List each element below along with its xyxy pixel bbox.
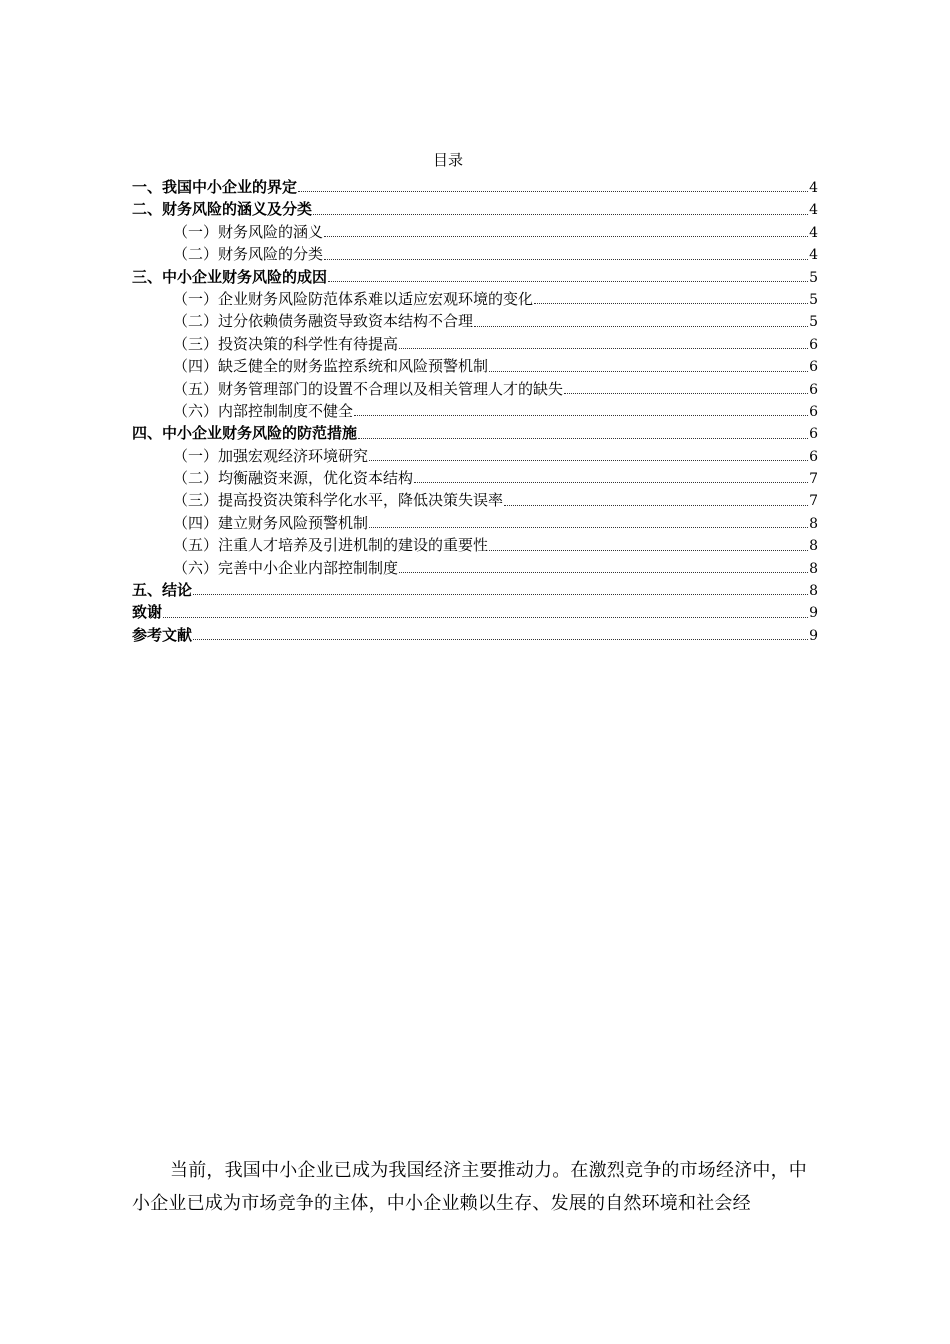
toc-entry[interactable] (132, 355, 818, 377)
toc-entry-page: 6 (809, 381, 818, 398)
toc-entry-page: 8 (809, 583, 818, 600)
toc-leader-dots (504, 505, 808, 506)
body-paragraph: 当前，我国中小企业已成为我国经济主要推动力。在激烈竞争的市场经济中，中小企业已成为市场竞争的主体，中小企业赖以生存、发展的自然环境和社会经 (132, 1160, 807, 1214)
toc-entry[interactable] (132, 557, 818, 579)
toc-entry-text: （二）过分依赖债务融资导致资本结构不合理 (173, 312, 474, 331)
toc-entry[interactable] (132, 198, 818, 220)
toc-entry[interactable] (132, 288, 818, 310)
toc-entry-text: （五）财务管理部门的设置不合理以及相关管理人才的缺失 (173, 379, 564, 398)
toc-entry-text: 一、我国中小企业的界定 (132, 178, 298, 196)
toc-entry-text: （五）注重人才培养及引进机制的建设的重要性 (173, 536, 489, 555)
toc-entry[interactable] (132, 400, 818, 422)
toc-entry-page: 6 (809, 448, 818, 465)
toc-entry-page: 4 (809, 180, 818, 196)
toc-leader-dots (193, 639, 808, 640)
toc-entry-text: 三、中小企业财务风险的成因 (132, 267, 328, 286)
toc-leader-dots (193, 594, 808, 595)
toc-entry-text: （一）财务风险的涵义 (173, 222, 324, 241)
toc-entry-page: 6 (809, 359, 818, 376)
toc-entry-text: 四、中小企业财务风险的防范措施 (132, 424, 358, 443)
table-of-contents (132, 176, 818, 646)
toc-leader-dots (354, 415, 808, 416)
toc-entry-page: 4 (809, 247, 818, 264)
toc-entry-page: 6 (809, 426, 818, 443)
toc-entry-text: （六）完善中小企业内部控制制度 (173, 558, 399, 577)
toc-entry[interactable] (132, 378, 818, 400)
toc-leader-dots (399, 348, 808, 349)
toc-entry[interactable] (132, 601, 818, 623)
toc-entry[interactable] (132, 489, 818, 511)
toc-leader-dots (489, 550, 808, 551)
toc-entry-text: 致谢 (132, 603, 163, 622)
toc-leader-dots (474, 326, 808, 327)
toc-entry-text: （四）缺乏健全的财务监控系统和风险预警机制 (173, 357, 489, 376)
toc-entry-text: （六）内部控制制度不健全 (173, 401, 354, 420)
toc-entry-text: （一）企业财务风险防范体系难以适应宏观环境的变化 (173, 289, 534, 308)
toc-entry-page: 5 (809, 269, 818, 286)
toc-leader-dots (324, 236, 808, 237)
toc-entry-text: 二、财务风险的涵义及分类 (132, 200, 313, 219)
toc-leader-dots (369, 460, 808, 461)
toc-entry-text: （三）投资决策的科学性有待提高 (173, 334, 399, 353)
toc-entry-text: （一）加强宏观经济环境研究 (173, 446, 369, 465)
toc-entry-text: 参考文献 (132, 625, 193, 644)
toc-entry[interactable] (132, 534, 818, 556)
toc-entry[interactable] (132, 266, 818, 288)
toc-entry-text: （二）财务风险的分类 (173, 245, 324, 264)
toc-entry-text: （四）建立财务风险预警机制 (173, 513, 369, 532)
toc-leader-dots (369, 527, 808, 528)
toc-entry-page: 7 (809, 493, 818, 510)
toc-leader-dots (489, 371, 808, 372)
toc-entry-page: 8 (809, 515, 818, 532)
toc-entry[interactable] (132, 512, 818, 534)
toc-entry[interactable] (132, 422, 818, 444)
toc-entry-page: 9 (809, 627, 818, 644)
toc-title: 目录 (432, 151, 463, 169)
toc-entry[interactable] (132, 624, 818, 646)
toc-entry[interactable] (132, 579, 818, 601)
toc-leader-dots (399, 572, 808, 573)
toc-entry-page: 6 (809, 336, 818, 353)
toc-entry-page: 5 (809, 314, 818, 331)
toc-leader-dots (358, 438, 808, 439)
toc-entry-page: 8 (809, 538, 818, 555)
toc-entry-page: 6 (809, 403, 818, 420)
toc-leader-dots (328, 281, 808, 282)
toc-entry-text: （二）均衡融资来源，优化资本结构 (173, 469, 414, 488)
toc-leader-dots (298, 191, 808, 192)
toc-leader-dots (313, 214, 808, 215)
toc-entry[interactable] (132, 221, 818, 243)
toc-entry[interactable] (132, 467, 818, 489)
toc-entry-text: （三）提高投资决策科学化水平，降低决策失误率 (173, 491, 504, 510)
toc-leader-dots (324, 259, 808, 260)
toc-entry[interactable] (132, 310, 818, 332)
toc-entry-text: 五、结论 (132, 581, 193, 600)
toc-entry-page: 4 (809, 224, 818, 241)
toc-leader-dots (534, 303, 808, 304)
toc-entry[interactable] (132, 445, 818, 467)
toc-leader-dots (414, 482, 808, 483)
toc-entry-page: 8 (809, 560, 818, 577)
toc-leader-dots (564, 393, 808, 394)
toc-entry-page: 9 (809, 605, 818, 622)
toc-entry[interactable] (132, 333, 818, 355)
toc-entry-page: 4 (809, 202, 818, 219)
toc-entry[interactable] (132, 243, 818, 265)
toc-leader-dots (163, 617, 808, 618)
toc-entry[interactable] (132, 176, 818, 198)
toc-entry-page: 5 (809, 291, 818, 308)
toc-entry-page: 7 (809, 471, 818, 488)
